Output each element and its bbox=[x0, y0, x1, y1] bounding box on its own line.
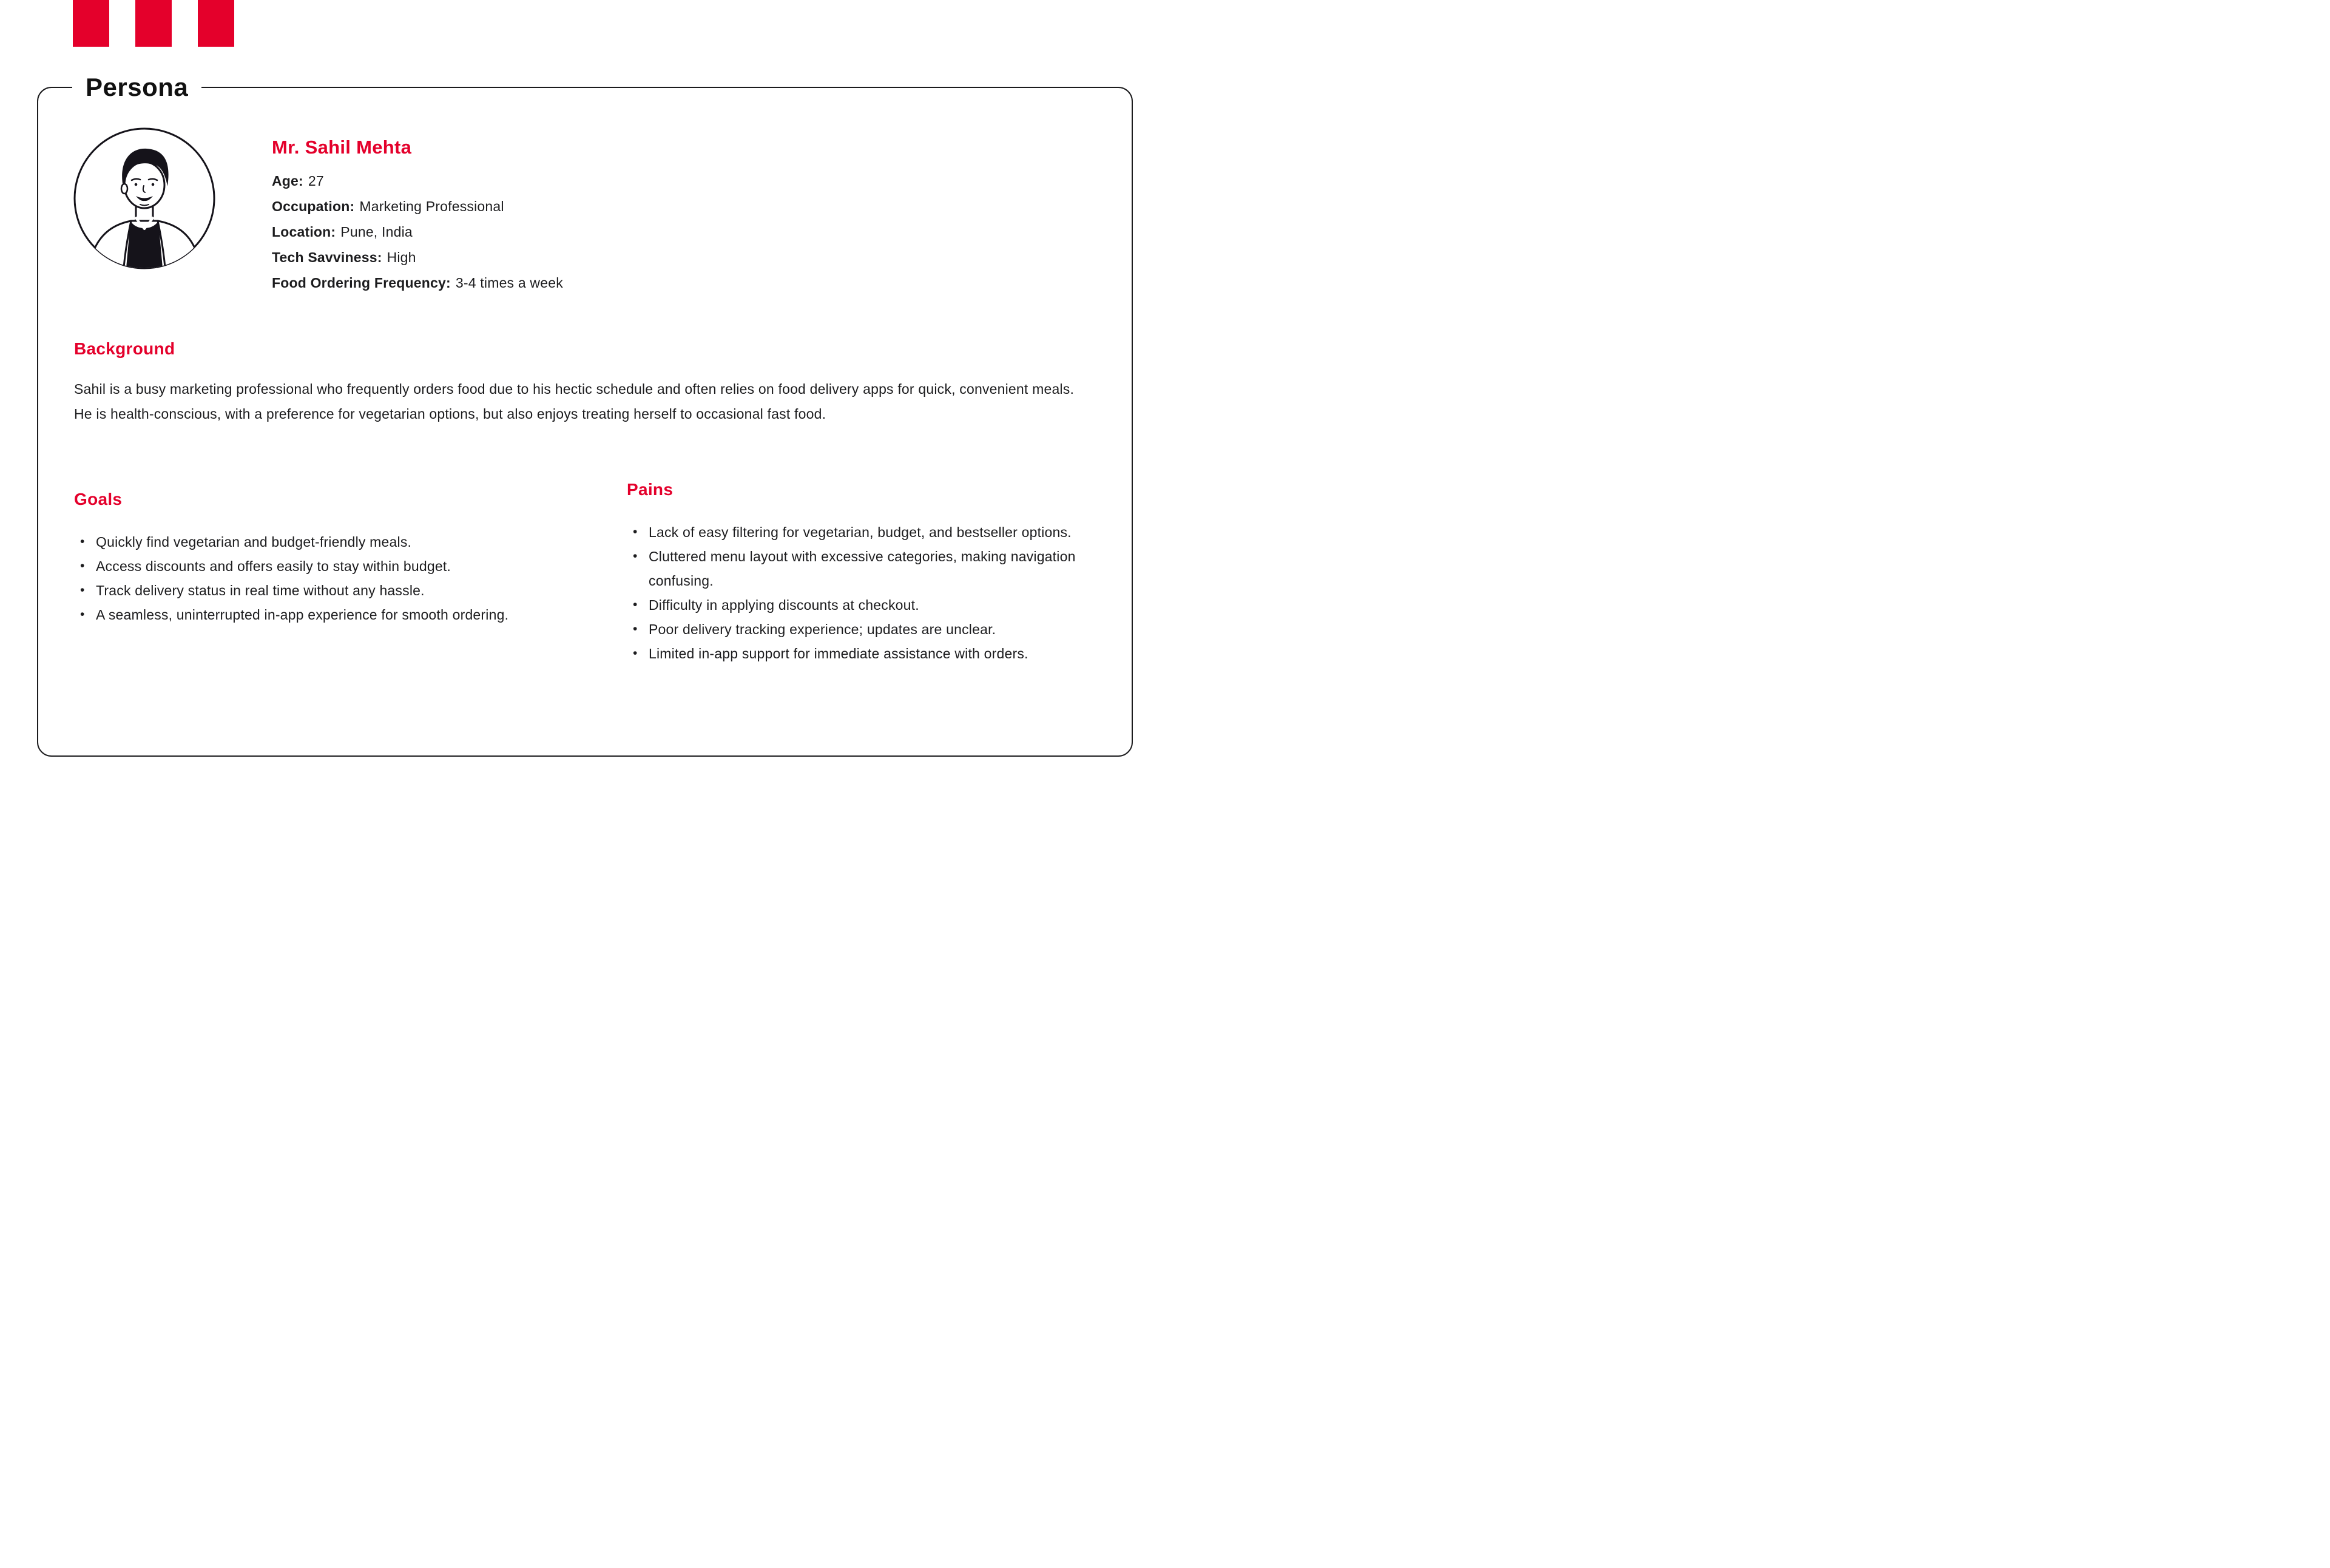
pain-item: • Difficulty in applying discounts at checkout. bbox=[627, 593, 1105, 617]
brand-stripe-icon bbox=[73, 0, 109, 47]
background-heading: Background bbox=[74, 339, 175, 358]
goals-list bbox=[74, 530, 553, 627]
profile-section bbox=[38, 88, 1132, 296]
page-title: Persona bbox=[72, 70, 201, 105]
pain-item: • Lack of easy filtering for vegetarian, budget, and bestseller options. bbox=[627, 520, 1105, 544]
pain-item: • Limited in-app support for immediate assistance with orders. bbox=[627, 641, 1105, 666]
persona-detail-row bbox=[272, 219, 563, 245]
goal-item: • A seamless, uninterrupted in-app experience for smooth ordering. bbox=[74, 603, 553, 627]
pains-list bbox=[627, 520, 1105, 666]
background-section bbox=[38, 339, 1132, 427]
persona-details-list bbox=[272, 168, 563, 296]
pain-item: • Cluttered menu layout with excessive categories, making navigation confusing. bbox=[627, 544, 1105, 593]
brand-stripes bbox=[73, 0, 234, 47]
detail-value: Marketing Professional bbox=[359, 198, 504, 214]
detail-label: Location: bbox=[272, 224, 336, 240]
detail-label: Food Ordering Frequency: bbox=[272, 275, 451, 291]
detail-label: Tech Savviness: bbox=[272, 249, 382, 265]
persona-card bbox=[37, 73, 1133, 757]
brand-stripe-icon bbox=[135, 0, 172, 47]
detail-value: 3-4 times a week bbox=[455, 275, 563, 291]
persona-detail-row bbox=[272, 270, 563, 296]
detail-label: Age: bbox=[272, 173, 303, 189]
detail-value: High bbox=[387, 249, 416, 265]
goals-heading: Goals bbox=[74, 490, 123, 509]
detail-value: Pune, India bbox=[340, 224, 413, 240]
goals-pains-columns bbox=[38, 480, 1132, 666]
profile-info bbox=[272, 126, 563, 296]
detail-label: Occupation: bbox=[272, 198, 355, 214]
goal-item: • Quickly find vegetarian and budget-friendly meals. bbox=[74, 530, 553, 554]
persona-detail-row bbox=[272, 194, 563, 219]
goal-item: • Access discounts and offers easily to stay within budget. bbox=[74, 554, 553, 578]
persona-page bbox=[0, 0, 1165, 784]
detail-value: 27 bbox=[308, 173, 324, 189]
persona-name: Mr. Sahil Mehta bbox=[272, 137, 412, 158]
pains-section bbox=[627, 480, 1105, 666]
goal-item: • Track delivery status in real time without any hassle. bbox=[74, 578, 553, 603]
persona-avatar-icon bbox=[72, 126, 217, 271]
persona-detail-row bbox=[272, 245, 563, 270]
background-text: Sahil is a busy marketing professional who frequently orders food due to his hectic schedule and often relies on food delivery apps for quick, convenient meals. He is health-conscious, with a preference for vegetarian options, but also enjoys treating herself to occasional fast food. bbox=[74, 381, 1075, 422]
pains-heading: Pains bbox=[627, 480, 674, 499]
brand-stripe-icon bbox=[198, 0, 234, 47]
pain-item: • Poor delivery tracking experience; updates are unclear. bbox=[627, 617, 1105, 641]
goals-section bbox=[74, 480, 553, 627]
persona-detail-row bbox=[272, 168, 563, 194]
